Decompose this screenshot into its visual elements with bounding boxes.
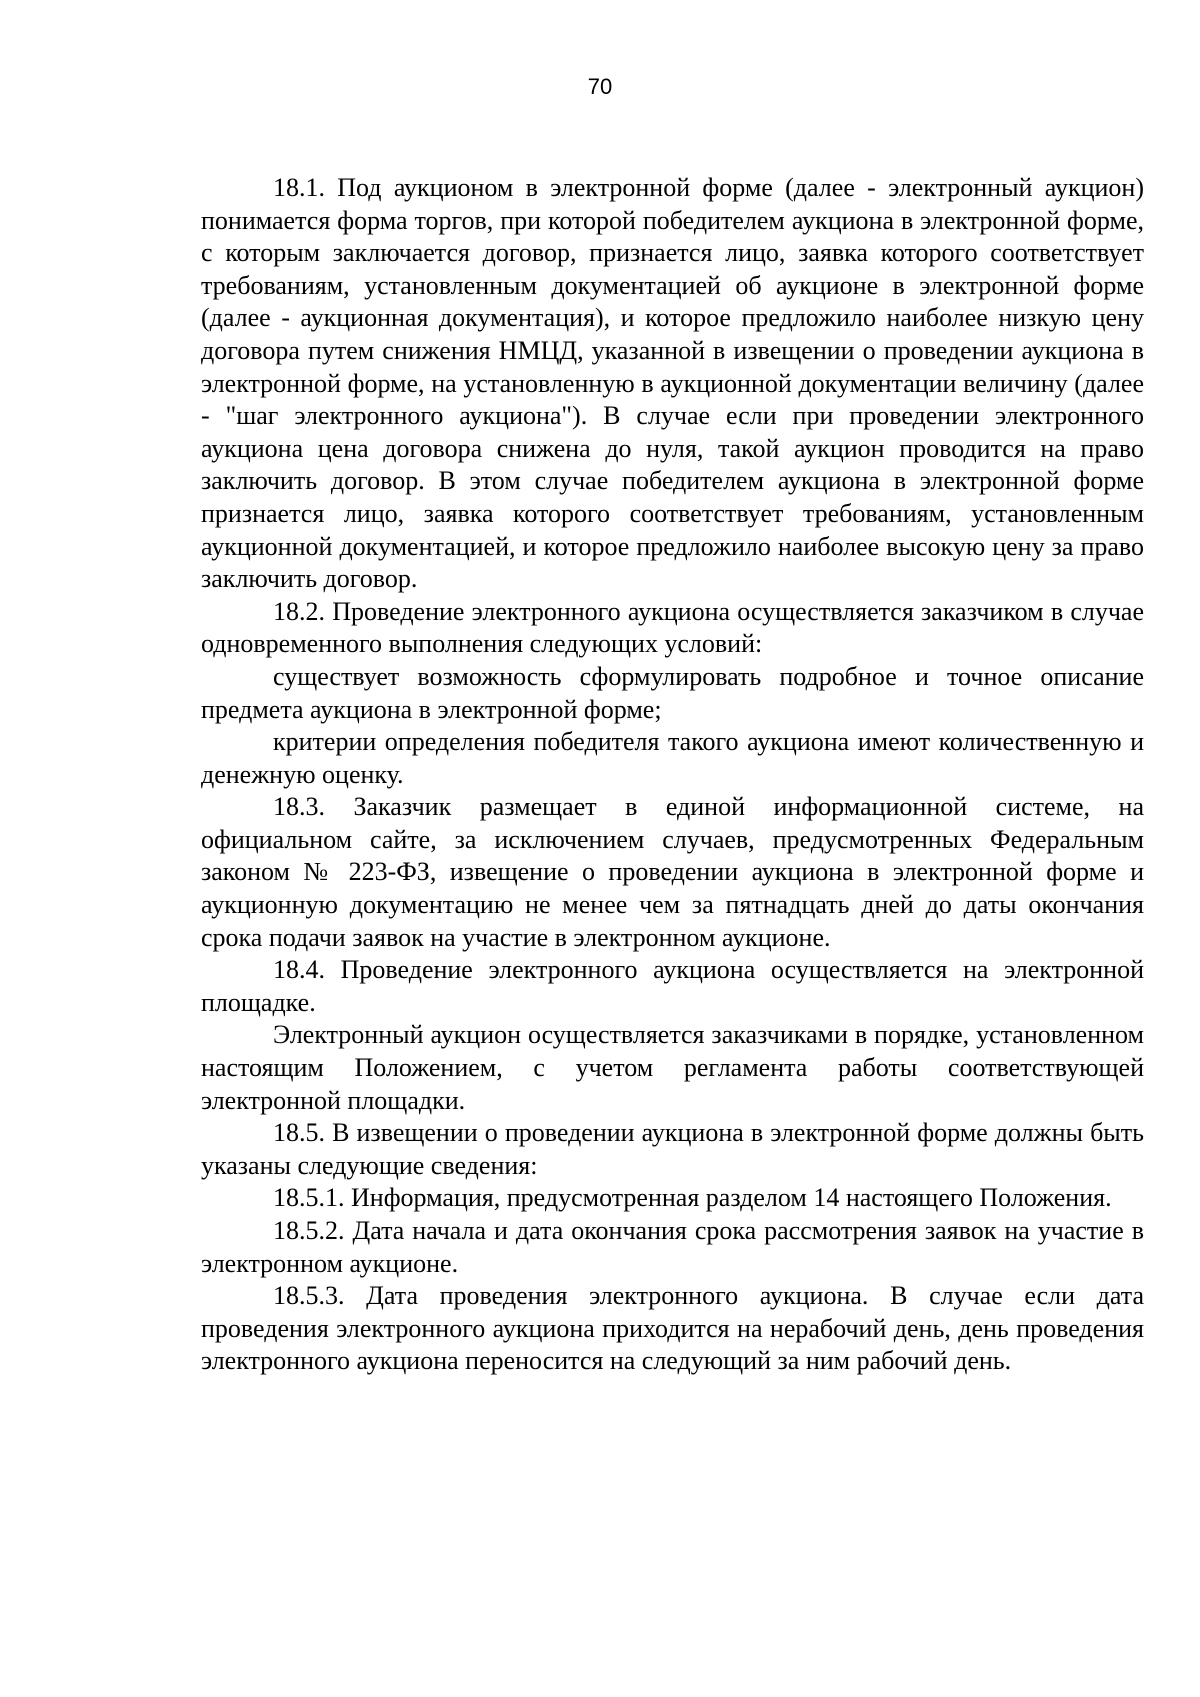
paragraph-18-5-1: 18.5.1. Информация, предусмотренная разделом 14 настоящего Положения. [273,1183,1112,1213]
paragraph-18-3: 18.3. Заказчик размещает в единой информационной системе, на официальном сайте, за исключением случаев, предусмотренных Федеральным законом № 223-ФЗ, извещение о проведении аукциона в электронной форме и аукционную документацию не менее чем за пятнадцать дней до даты окончания срока подачи заявок на участие в электронном аукционе. [201,792,1144,952]
condition-item-1: существует возможность сформулировать подробное и точное описание предмета аукциона в электронной форме; [201,661,1144,724]
paragraph-18-2: 18.2. Проведение электронного аукциона осуществляется заказчиком в случае одновременного выполнения следующих условий: [201,596,1144,659]
paragraph-18-1: 18.1. Под аукционом в электронной форме (далее - электронный аукцион) понимается форма торгов, при которой победителем аукциона в электронной форме, с которым заключается договор, признается лицо, заявка которого соответствует требованиям, установленным документацией об аукционе в электронной форме (далее - аукционная документация), и которое предложило наиболее низкую цену договора путем снижения НМЦД, указанной в извещении о проведении аукциона в электронной форме, на установленную в аукционной документации величину (далее - "шаг электронного аукциона"). В случае если при проведении электронного аукциона цена договора снижена до нуля, такой аукцион проводится на право заключить договор. В этом случае победителем аукциона в электронной форме признается лицо, заявка которого соответствует требованиям, установленным аукционной документацией, и которое предложило наиболее высокую цену за право заключить договор. [201,173,1144,594]
paragraph-18-5-2: 18.5.2. Дата начала и дата окончания срока рассмотрения заявок на участие в электронном аукционе. [201,1216,1144,1278]
paragraph-18-4: 18.4. Проведение электронного аукциона осуществляется на электронной площадке. [201,955,1144,1017]
document-body [201,172,1144,1378]
condition-item-2: критерии определения победителя такого аукциона имеют количественную и денежную оценку. [201,727,1144,789]
paragraph-18-4-continuation: Электронный аукцион осуществляется заказчиками в порядке, установленном настоящим Положением, с учетом регламента работы соответствующей электронной площадки. [201,1020,1144,1115]
paragraph-18-5: 18.5. В извещении о проведении аукциона в электронной форме должны быть указаны следующие сведения: [201,1118,1144,1180]
paragraph-18-5-3: 18.5.3. Дата проведения электронного аукциона. В случае если дата проведения электронного аукциона приходится на нерабочий день, день проведения электронного аукциона переносится на следующий за ним рабочий день. [201,1281,1144,1376]
page-number: 70 [587,74,613,99]
